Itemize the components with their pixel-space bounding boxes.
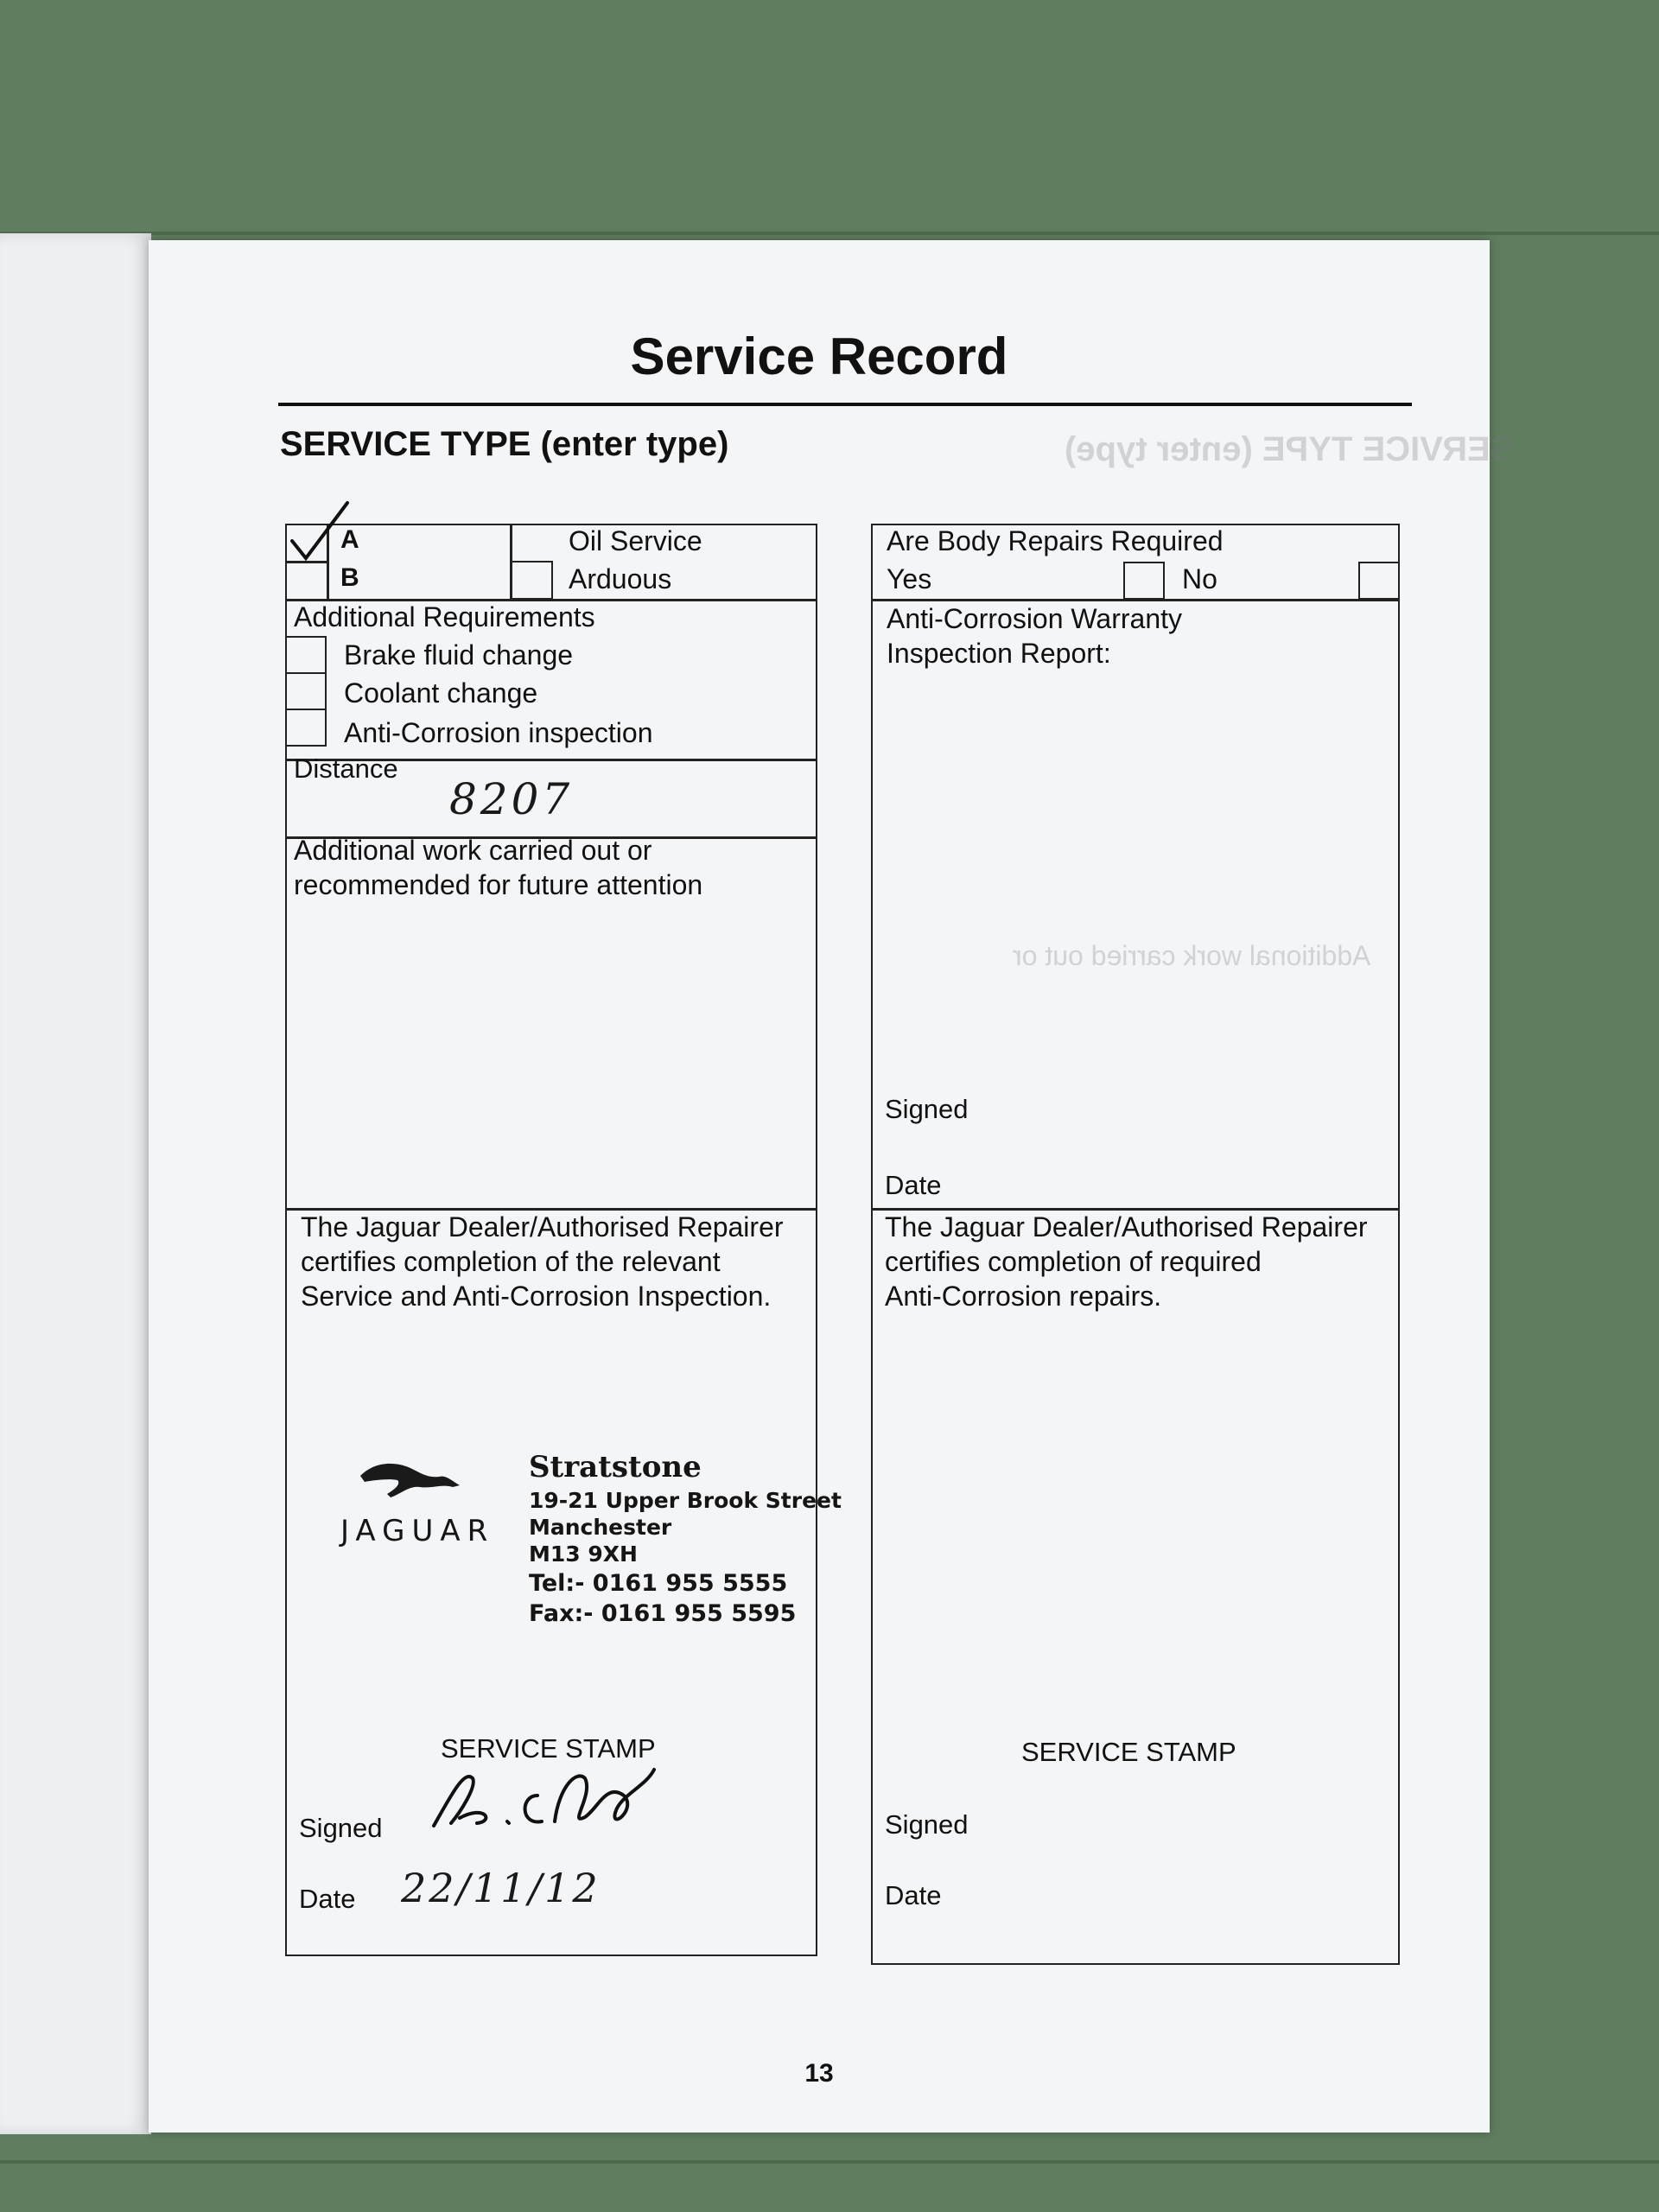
distance-label: Distance xyxy=(294,753,398,784)
service-record-page xyxy=(149,240,1514,2133)
no-checkbox[interactable] xyxy=(1358,562,1400,600)
body-repairs-label: Are Body Repairs Required xyxy=(887,525,1224,556)
arduous-label: Arduous xyxy=(569,563,672,594)
jaguar-wordmark: JAGUAR xyxy=(340,1514,495,1548)
yes-label: Yes xyxy=(887,563,932,594)
dealer-tel: Tel:- 0161 955 5555 xyxy=(529,1570,788,1597)
background-plank-seam xyxy=(0,232,1659,235)
background-plank-seam xyxy=(0,2160,1659,2164)
dealer-postcode: M13 9XH xyxy=(529,1541,638,1567)
page-number: 13 xyxy=(804,2059,834,2088)
certify-text: Anti-Corrosion repairs. xyxy=(885,1281,1162,1312)
dealer-city: Manchester xyxy=(529,1515,672,1540)
coolant-checkbox[interactable] xyxy=(285,672,327,710)
yes-checkbox[interactable] xyxy=(1123,562,1165,600)
show-through-text: SERVICE TYPE (enter type) xyxy=(1065,430,1514,468)
handwritten-signature xyxy=(425,1744,684,1839)
date-label: Date xyxy=(885,1880,942,1910)
certify-text: The Jaguar Dealer/Authorised Repairer xyxy=(885,1211,1368,1243)
additional-work-label: Additional work carried out or xyxy=(294,835,652,866)
dealer-stamp xyxy=(529,1450,842,1627)
certify-text: The Jaguar Dealer/Authorised Repairer xyxy=(301,1211,784,1243)
dealer-address: 19-21 Upper Brook Street xyxy=(529,1488,842,1513)
brake-fluid-label: Brake fluid change xyxy=(344,639,574,671)
signed-label: Signed xyxy=(299,1813,383,1843)
left-page-edge xyxy=(0,233,151,2134)
certify-text: certifies completion of required xyxy=(885,1246,1262,1277)
type-b-label: B xyxy=(340,563,359,592)
dealer-name: Stratstone xyxy=(529,1450,702,1484)
arduous-checkbox[interactable] xyxy=(510,561,553,600)
show-through-text: Additional work carried out or xyxy=(1013,940,1371,971)
no-label: No xyxy=(1182,563,1217,594)
certify-text: certifies completion of the relevant xyxy=(301,1246,721,1277)
service-stamp-label: SERVICE STAMP xyxy=(1021,1737,1236,1767)
title-divider xyxy=(278,403,1412,406)
grid-line xyxy=(871,1208,1400,1211)
grid-line xyxy=(285,1208,817,1211)
check-mark-icon xyxy=(287,499,356,564)
brake-fluid-checkbox[interactable] xyxy=(285,636,327,674)
inspection-report-label: Inspection Report: xyxy=(887,638,1111,669)
jaguar-leaper-logo xyxy=(356,1454,468,1506)
anti-corrosion-label: Anti-Corrosion inspection xyxy=(344,717,653,748)
signed-label: Signed xyxy=(885,1809,969,1840)
signed-label: Signed xyxy=(885,1094,969,1124)
date-label: Date xyxy=(885,1170,942,1200)
coolant-label: Coolant change xyxy=(344,677,538,709)
anti-corrosion-checkbox[interactable] xyxy=(285,709,327,747)
distance-value: 8207 xyxy=(449,774,574,824)
service-type-heading: SERVICE TYPE (enter type) xyxy=(280,425,729,463)
date-value: 22/11/12 xyxy=(401,1865,601,1911)
dealer-fax: Fax:- 0161 955 5595 xyxy=(529,1600,797,1627)
oil-service-label: Oil Service xyxy=(569,525,702,556)
service-stamp-label: SERVICE STAMP xyxy=(441,1733,656,1764)
date-label: Date xyxy=(299,1884,356,1914)
type-a-label: A xyxy=(340,525,359,554)
grid-line xyxy=(871,599,1400,601)
page-title: Service Record xyxy=(630,327,1008,385)
certify-text: Service and Anti-Corrosion Inspection. xyxy=(301,1281,772,1312)
additional-work-label: recommended for future attention xyxy=(294,869,703,900)
anti-corrosion-warranty-label: Anti-Corrosion Warranty xyxy=(887,603,1183,634)
additional-requirements-label: Additional Requirements xyxy=(294,601,595,632)
